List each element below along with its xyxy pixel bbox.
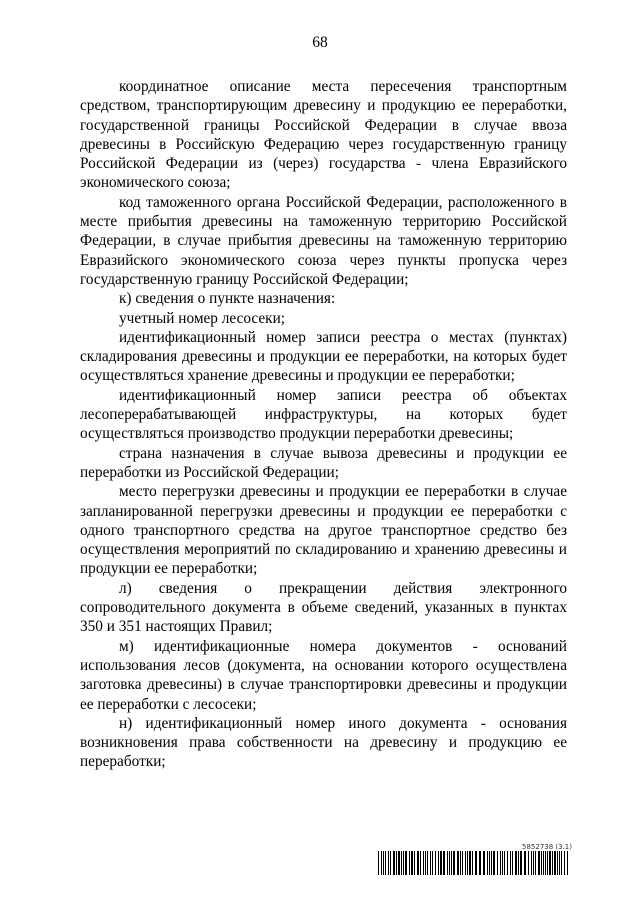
barcode-bar bbox=[409, 851, 410, 875]
paragraph: координатное описание места пересечения транспортным средством, транспортирующим древесину и продукцию ее переработки, государственной границы Российской Федерации в случае ввоза древесины в Российскую Федерацию через государственную границу Российской Федерации из (через) государства - члена Евразийского экономического союза; bbox=[80, 78, 567, 192]
barcode-bar bbox=[491, 851, 492, 875]
barcode-bar bbox=[378, 851, 379, 875]
paragraph: код таможенного органа Российской Федерации, расположенного в месте прибытия древесины на таможенную территорию Российской Федерации, в случае прибытия древесины на таможенную территорию Евразийского экономического союза через пункты пропуска через государственную границу Российской Федерации; bbox=[80, 193, 567, 288]
barcode-bar bbox=[545, 851, 546, 875]
barcode-bar bbox=[385, 851, 386, 875]
barcode-bar bbox=[483, 851, 485, 875]
paragraph: н) идентификационный номер иного документа - основания возникновения права собственности на древесину и продукцию ее переработки; bbox=[80, 714, 567, 771]
paragraph: страна назначения в случае вывоза древесины и продукции ее переработки из Российской Федерации; bbox=[80, 444, 567, 481]
barcode-bar bbox=[489, 851, 490, 875]
paragraph: учетный номер лесосеки; bbox=[119, 309, 286, 327]
barcode-bar bbox=[515, 851, 517, 875]
barcode-bar bbox=[531, 851, 532, 875]
paragraph: к) сведения о пункте назначения: bbox=[119, 290, 336, 308]
barcode-bar bbox=[460, 851, 461, 875]
barcode-bar bbox=[440, 851, 442, 875]
barcode-bar bbox=[541, 851, 542, 875]
barcode-bar bbox=[552, 851, 553, 875]
barcode-bar bbox=[438, 851, 439, 875]
barcode-bar bbox=[401, 851, 402, 875]
barcode-bar bbox=[425, 851, 426, 875]
barcode-bar bbox=[561, 851, 562, 875]
barcode-bar bbox=[414, 851, 415, 875]
barcode-bar bbox=[430, 851, 431, 875]
barcode-bar bbox=[502, 851, 503, 875]
barcode-bar bbox=[420, 851, 421, 875]
barcode-bar bbox=[465, 851, 466, 875]
barcode-bar bbox=[520, 851, 522, 875]
barcode-bar bbox=[497, 851, 498, 875]
barcode-bar bbox=[567, 851, 568, 875]
barcode-bar bbox=[462, 851, 463, 875]
barcode-bar bbox=[493, 851, 495, 875]
barcode-bar bbox=[447, 851, 448, 875]
barcode-bar bbox=[559, 851, 560, 875]
barcode-bar bbox=[543, 851, 544, 875]
barcode-bar bbox=[451, 851, 452, 875]
barcode-bar bbox=[500, 851, 501, 875]
paragraph: идентификационный номер записи реестра об объектах лесоперерабатывающей инфраструктуры, на которых будет осуществляться производство продукции переработки древесины; bbox=[80, 386, 567, 443]
document-code: 5852738 (3.1) bbox=[522, 843, 572, 851]
barcode-bar bbox=[535, 851, 536, 875]
barcode-bar bbox=[405, 851, 407, 875]
barcode-bar bbox=[390, 851, 391, 875]
barcode-bar bbox=[557, 851, 558, 875]
barcode-bar bbox=[547, 851, 548, 875]
paragraph: идентификационный номер записи реестра о местах (пунктах) складирования древесины и продукции ее переработки, на которых будет осуществляться хранение древесины и продукции ее переработки; bbox=[80, 328, 567, 385]
barcode-bar bbox=[564, 851, 565, 875]
barcode-bar bbox=[411, 851, 413, 875]
barcode-bar bbox=[524, 851, 526, 875]
barcode-bar bbox=[504, 851, 505, 875]
barcode-bar bbox=[467, 851, 468, 875]
barcode-bar bbox=[479, 851, 481, 875]
paragraph: место перегрузки древесины и продукции ее переработки в случае запланированной перегрузки древесины и продукции ее переработки с одного транспортного средства на другое транспортное средство без осуществления мероприятий по складированию и хранению древесины и продукции ее переработки; bbox=[80, 483, 567, 578]
barcode-bar bbox=[393, 851, 395, 875]
barcode-bar bbox=[453, 851, 455, 875]
barcode-bar bbox=[510, 851, 511, 875]
barcode-bar bbox=[443, 851, 445, 875]
barcode-bar bbox=[554, 851, 556, 875]
barcode-bar bbox=[398, 851, 400, 875]
document-body bbox=[80, 77, 567, 772]
barcode-bar bbox=[507, 851, 508, 875]
page-number: 68 bbox=[312, 34, 328, 51]
barcode-bar bbox=[538, 851, 540, 875]
barcode bbox=[378, 851, 572, 875]
barcode-bar bbox=[396, 851, 397, 875]
barcode-bar bbox=[449, 851, 450, 875]
paragraph: л) сведения о прекращении действия электронного сопроводительного документа в объеме сведений, указанных в пунктах 350 и 351 настоящих Правил; bbox=[80, 579, 567, 636]
barcode-bar bbox=[528, 851, 529, 875]
barcode-bar bbox=[432, 851, 433, 875]
barcode-bar bbox=[381, 851, 382, 875]
barcode-bar bbox=[457, 851, 459, 875]
barcode-bar bbox=[472, 851, 473, 875]
barcode-bar bbox=[549, 851, 551, 875]
barcode-bar bbox=[383, 851, 384, 875]
barcode-bar bbox=[423, 851, 424, 875]
barcode-bar bbox=[417, 851, 419, 875]
barcode-bar bbox=[475, 851, 477, 875]
barcode-bar bbox=[435, 851, 436, 875]
barcode-bar bbox=[469, 851, 471, 875]
barcode-bar bbox=[533, 851, 534, 875]
barcode-bar bbox=[512, 851, 513, 875]
barcode-bar bbox=[487, 851, 488, 875]
barcode-bar bbox=[427, 851, 428, 875]
paragraph: м) идентификационные номера документов - оснований использования лесов (документа, на основании которого осуществлена заготовка древесины) в случае транспортировки древесины и продукции ее переработки с лесосеки; bbox=[80, 637, 567, 713]
barcode-bar bbox=[403, 851, 404, 875]
barcode-bar bbox=[388, 851, 389, 875]
barcode-bar bbox=[518, 851, 519, 875]
